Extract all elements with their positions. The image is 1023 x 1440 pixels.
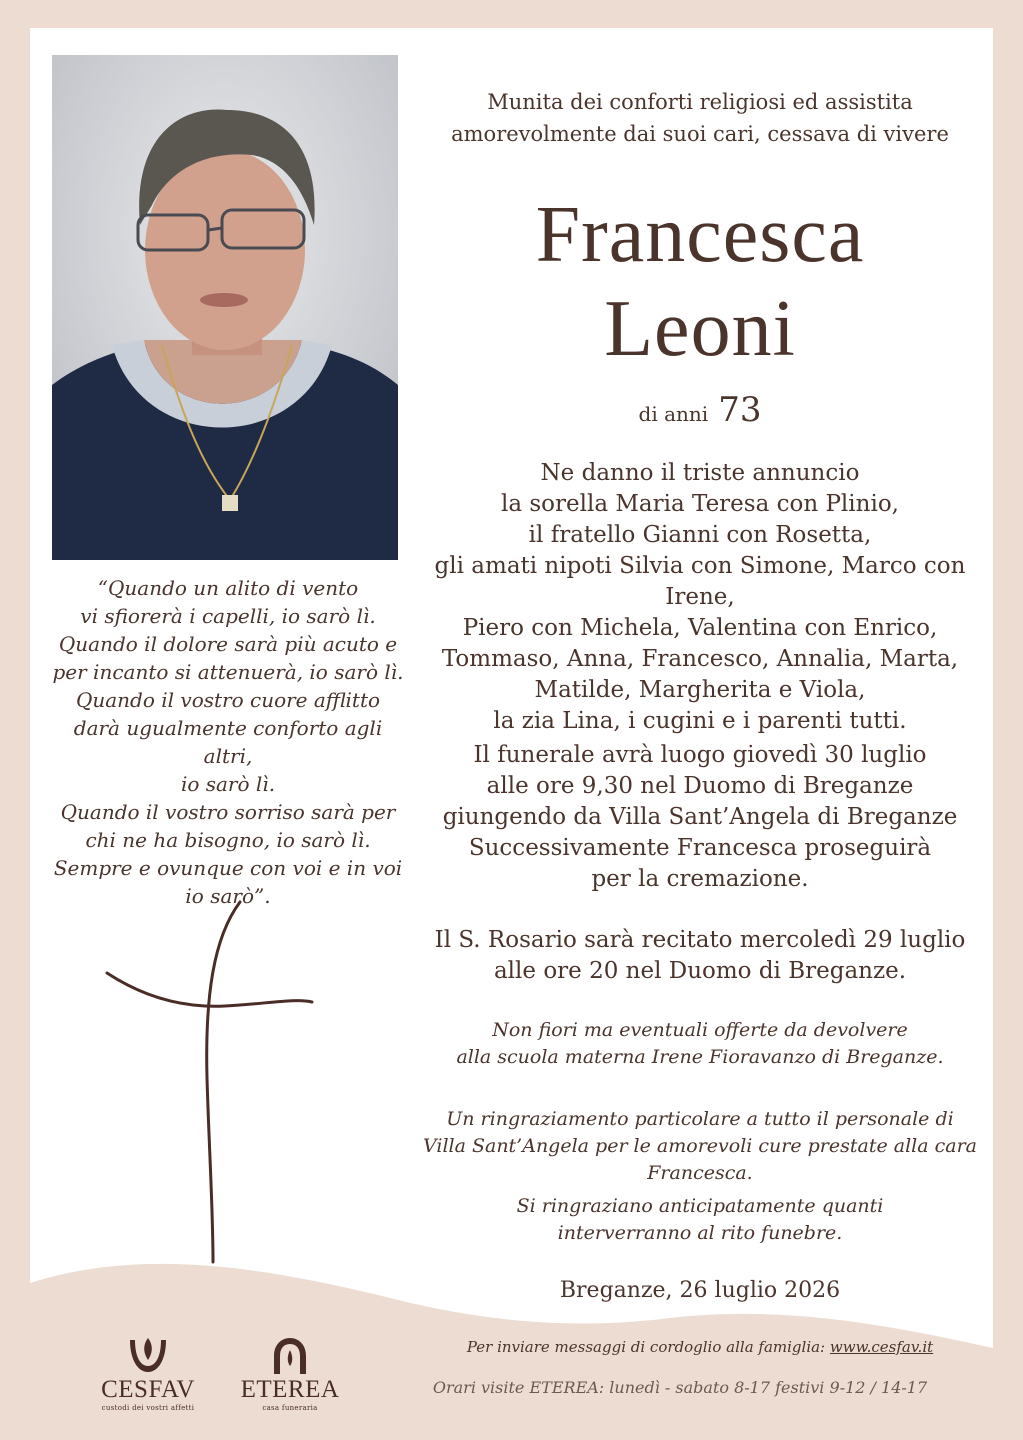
deceased-photo	[52, 55, 398, 560]
age-value: 73	[718, 390, 762, 430]
flowers-line: Non fiori ma eventuali offerte da devolvere	[492, 1019, 908, 1041]
eterea-arch-icon	[268, 1336, 312, 1376]
rosary-line: alle ore 20 nel Duomo di Breganze.	[493, 958, 907, 984]
visiting-hours: Orari visite ETEREA: lunedì - sabato 8-17 festivi 9-12 / 14-17	[432, 1378, 928, 1397]
announcement-line: la zia Lina, i cugini e i parenti tutti.	[493, 708, 907, 734]
announcement-line: la sorella Maria Teresa con Plinio,	[501, 491, 899, 517]
thanks-line: Un ringraziamento particolare a tutto il personale di	[446, 1108, 954, 1130]
thanks2-line: Si ringraziano anticipatamente quanti	[516, 1195, 884, 1217]
funeral-line: Il funerale avrà luogo giovedì 30 luglio	[473, 742, 927, 768]
poem-line: Quando il vostro cuore afflitto	[75, 688, 381, 712]
eterea-brand: ETEREA	[240, 1376, 340, 1403]
rosary-line: Il S. Rosario sarà recitato mercoledì 29 luglio	[434, 927, 966, 953]
contact-text: Per inviare messaggi di cordoglio alla famiglia:	[466, 1338, 830, 1356]
announcement-line: Ne danno il triste annuncio	[540, 460, 860, 486]
announcement-line: Tommaso, Anna, Francesco, Annalia, Marta,	[441, 646, 959, 672]
poem-line: Sempre e ovunque con voi e in voi	[53, 856, 403, 880]
obituary-sheet	[30, 28, 993, 1412]
condolence-contact	[410, 1338, 990, 1356]
poem-line: vi sfiorerà i capelli, io sarò lì.	[80, 604, 376, 628]
poem-line: Quando il dolore sarà più acuto e	[58, 632, 398, 656]
last-name: Leoni	[604, 285, 796, 373]
cesfav-brand: CESFAV	[101, 1376, 195, 1403]
first-name: Francesca	[535, 191, 865, 279]
poem-line: chi ne ha bisogno, io sarò lì.	[85, 828, 371, 852]
intro-line: Munita dei conforti religiosi ed assistita	[487, 90, 913, 114]
poem-line: per incanto si attenuerà, io sarò lì.	[52, 660, 404, 684]
rosary-details	[410, 925, 990, 987]
age-line	[410, 390, 990, 430]
funeral-line: per la cremazione.	[591, 866, 809, 892]
eterea-logo	[228, 1336, 352, 1412]
funeral-line: giungendo da Villa Sant’Angela di Breganze	[442, 804, 958, 830]
announcement-line: gli amati nipoti Silvia con Simone, Marco con Irene,	[434, 553, 966, 610]
intro-line: amorevolmente dai suoi cari, cessava di vivere	[451, 122, 949, 146]
funeral-details	[410, 740, 990, 895]
announcement-text	[410, 458, 990, 737]
cesfav-logo	[88, 1336, 208, 1412]
intro-text	[410, 86, 990, 150]
poem-line: “Quando un alito di vento	[97, 576, 359, 600]
funeral-line: Successivamente Francesca proseguirà	[468, 835, 932, 861]
announcement-line: il fratello Gianni con Rosetta,	[528, 522, 872, 548]
cesfav-flame-icon	[126, 1336, 170, 1376]
thanks-note	[410, 1106, 990, 1187]
poem-line: io sarò lì.	[180, 772, 276, 796]
flowers-line: alla scuola materna Irene Fioravanzo di Breganze.	[456, 1046, 944, 1068]
funeral-line: alle ore 9,30 nel Duomo di Breganze	[486, 773, 914, 799]
announcement-line: Piero con Michela, Valentina con Enrico,	[462, 615, 938, 641]
flowers-note	[410, 1017, 990, 1071]
poem-line: Quando il vostro sorriso sarà per	[60, 800, 396, 824]
thanks-attendees-note	[410, 1193, 990, 1247]
thanks-line: Villa Sant’Angela per le amorevoli cure prestate alla cara Francesca.	[422, 1135, 977, 1184]
place-date: Breganze, 26 luglio 2026	[559, 1278, 841, 1303]
cross-icon	[105, 898, 315, 1268]
cesfav-link[interactable]: www.cesfav.it	[829, 1338, 934, 1356]
cesfav-tagline: custodi dei vostri affetti	[101, 1404, 195, 1412]
poem-line: darà ugualmente conforto agli altri,	[73, 716, 383, 768]
poem	[48, 574, 408, 910]
thanks2-line: interverranno al rito funebre.	[557, 1222, 843, 1244]
deceased-name	[410, 188, 990, 376]
age-label: di anni	[638, 402, 709, 426]
announcement-line: Matilde, Margherita e Viola,	[534, 677, 866, 703]
eterea-tagline: casa funeraria	[262, 1404, 318, 1412]
poem-line: io sarò”.	[185, 884, 271, 908]
